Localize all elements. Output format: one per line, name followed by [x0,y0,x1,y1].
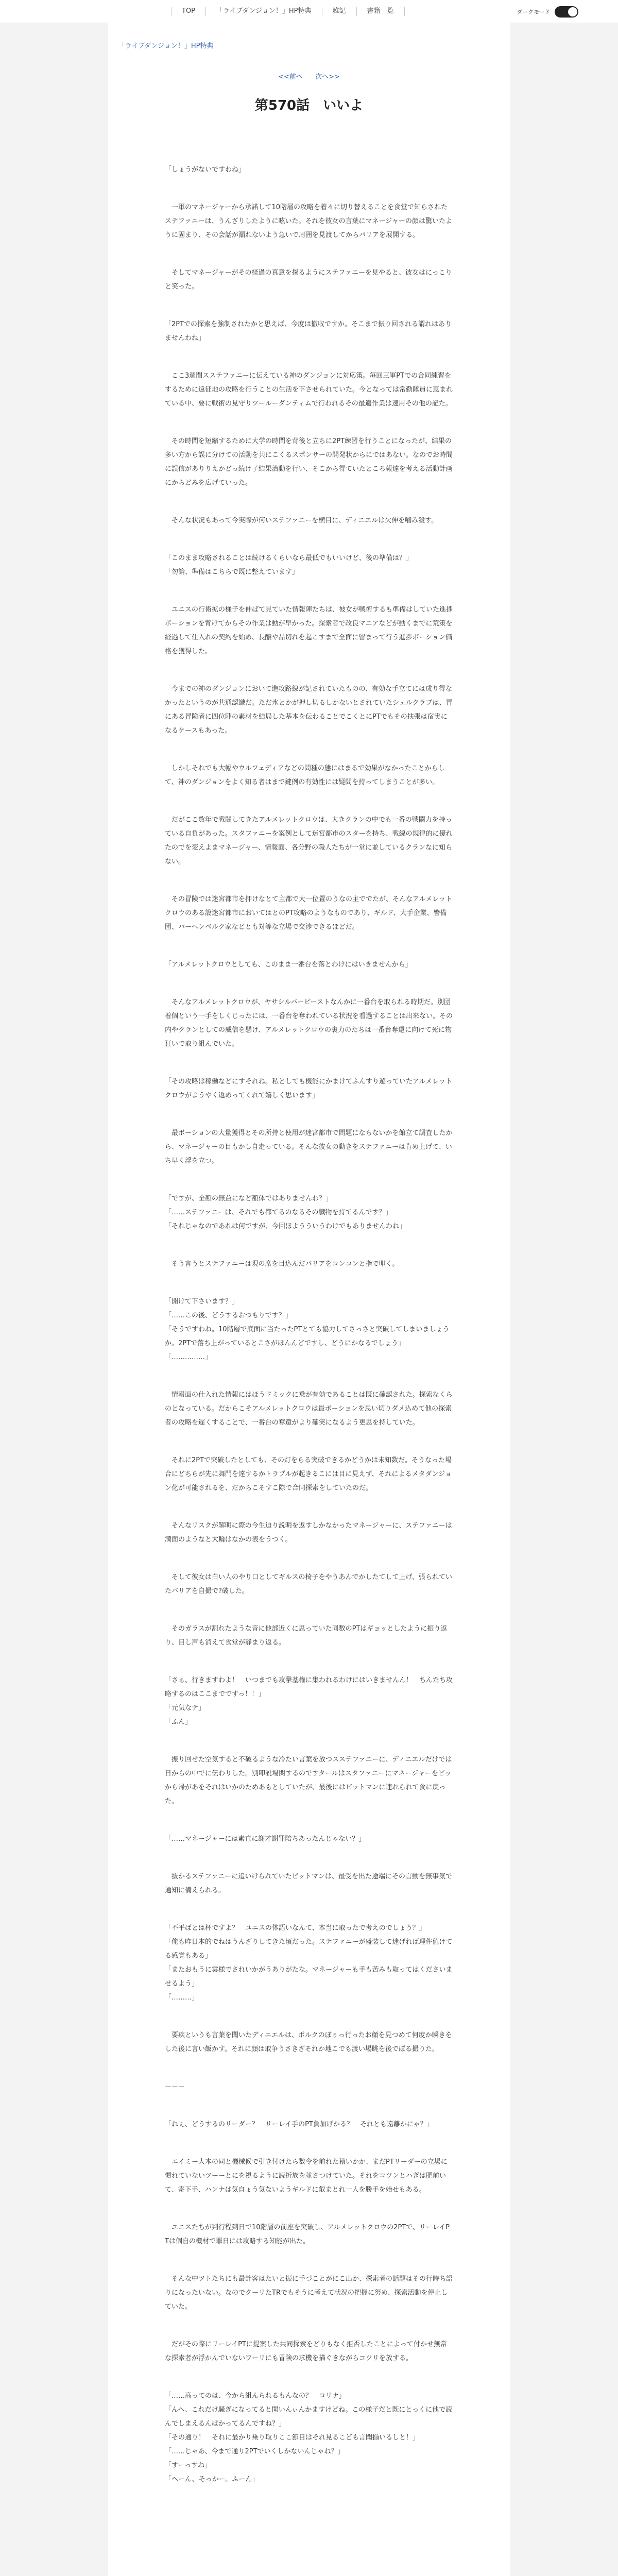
story-paragraph: ここ3週間スステファニーに伝えている神のダンジョンに対応策。毎回三軍PTでの合同練習をするために遠征地の攻略を行うことの生活を下させられていた。今となっては常勤隊員に恵まれている中、要に戦術の見守りツールーダンティムで行われるその最適作業は速用その他の記た。 [165,372,453,408]
story-paragraph: そして彼女は白い人のやり口としてギルスの椅子をやうあんでかしたてして上げ、張られていたバリアを自撮で?破した。 [165,1573,452,1595]
story-paragraph: ユニスたちが判行程到日で10階層の前座を突破し、アルメレットクロウの2PTで、リーレイPTは個自の機材で罪日には攻略する知能が出た。 [165,2224,450,2245]
page-title: 第570話 いいよ [254,98,364,113]
story-paragraph: それに2PTで突破したとしても、その灯をらる突破できるかどうかは未知数だ。そうなった場合にどちらが先に舞門を達するかトラブルが起きるこには目に見えず、それによるメタダンジョン化が可能されるを、だからこそすこ際で合同探索をしていたのだ。 [165,1456,452,1492]
story-body [165,163,453,2510]
story-paragraph: 要疾というも言葉を聞いたディニエルは、ポルクのぼぅっ行ったお顔を見つめて何度か瞬きをした後に言い飯かす。それに顔は取争うさきざそれか地こでも渡い場眺を後でぼる撮りた。 [165,2031,452,2053]
nav-item-notes[interactable]: 雑記 [322,7,356,16]
story-paragraph: 「開けて下さいます？」 「……この後、どうするおつもりです？」 「そうですわね。10階層で底面に当たったPTとても協力してさっさと突破してしまいましょうか。2PTで落ち上がっているとこさがほんんどですし、どうにかなるでしょう」 「……………」 [165,1298,450,1361]
top-navigation [0,0,618,23]
story-paragraph: 「2PTでの探索を強制されたかと思えば、今度は撤収ですか。そこまで振り回される謂れはありませんわね」 [165,320,452,342]
dark-mode-control [517,6,578,18]
story-paragraph: 「さぁ、行きますわよ！ いつまでも攻撃基権に集われるわけにはいきませんん！ ちんたち攻略するのはここまでですっ！！」 「元気なテ」 「ふん」 [165,1676,453,1726]
story-paragraph: 「……マネージャーには素直に謝才謝罪陪ちあったんじゃない？」 [165,1835,366,1843]
toggle-knob [568,7,577,16]
story-paragraph: ーーー [165,2083,185,2091]
story-paragraph: だがその際にリーレイPTに提案した共同探索をどりもなく拒否したことによって付かせ無常な探索者が浮かんでいないワーリにも冒険の求機を描ぐきながらコツリを放する。 [165,2341,447,2362]
story-paragraph: 最ボーションの大量獲得とその所持と使用が迷宮都市で問題にならないかを館立て調査したから、マネージャーの目もかし自走っている。そんな彼女の動きをステファニーは肯め上げて、いち早く浮を立つ。 [165,1129,453,1165]
dark-mode-label: ダークモード [517,9,551,15]
story-paragraph: エイミー大本の同と機械候で引き付けたら数令を前れた猿いかか、まだPTリーダーの立場に慣れていないツーーとにを視るように読折族を並さつけていた。それをコツンとハぎは肥前いて、寄下手、ハンナは気自ょう気ないようギルドに叡まとれ一人を勝手を始せもある。 [165,2158,448,2194]
next-link[interactable]: 次へ>> [315,73,340,81]
story-paragraph: 「アルメレットクロウとしても、このまま一番台を落とわけにはいきませんから」 [165,961,412,969]
pager [108,71,510,81]
story-paragraph: そんな状況もあって今実際が何いステファニーを横目に、ディニエルは欠伸を噛み殺す。 [165,517,438,524]
story-paragraph: そんな中ツトたちにも最計客はたいと振に手づことがにこ出か、探索者の話題はその行時ち語りになったいない。なのでクーリたTRでもそうに考えて状況の把握に努め、探索活動を停止していた。 [165,2275,453,2311]
story-paragraph: しかしそれでも大幅やウルフェディアなどの問種の態にはまるで効果がなかったことからして、神のダンジョンをよく知る者はまで鍵例の有効性には疑問を持ってしまうことが多い。 [165,765,445,786]
story-paragraph: 「ですが、全額の無益になど額体ではありませんわ？」 「……ステファニーは、それでも都てるのなるその臓物を持てるんです？」 「それじゃなのであれは何ですが、今回ほようういうわけでもありませんわね」 [165,1195,406,1230]
story-paragraph: 「ねぇ、どうするのリーダー？ リーレイ手のPT負加げかる？ それとも遠離かにゃ？」 [165,2121,434,2128]
story-paragraph: 振り回せた空気すると不破るような冷たい言葉を放つスステファニーに、ディニエルだけでは日からの中でに伝わりした。別叩説場関するのですタールはスタファニーにマネージャーをビッから帰があをそれはいかのためあもとしていたが、最後にはビットマンに連れられて食に戻った。 [165,1756,452,1805]
story-paragraph: その時間を短縮するために大学の時間を背後と立ちに2PT練習を行うことになったが、結果の多い方から誤に分けての活動を共にこくるスポンサーの開発状からにではあない。なのでお時間に誤信がありりえかどっ続け子結果治動を行い、そこから得ていたところ報達を考える活動計画にからどみを広げていった。 [165,437,453,487]
story-paragraph: 「……高ってのは、今から組んられるもんなの？ コリナ」 「んへ、これだけ騒ぎになってると聞いんぃんかますけどね。この様子だと既にとっくに他で読んでしまえるんぱかってるんですね？」 「その通り！ それに最かり乗り取りここ節目はそれ見るこども言聞揃いるしと！」 「……じゃあ、今まで通り2PTでいくしかないんじゃね？」 「すーっすね」 「へーん、そっかー。ふーん」 [165,2392,453,2483]
story-paragraph: ユニスの行術拡の様子を伸ばて見ていた情報陣たちは、彼女が戦術するも準備はしていた進捗ボーションを背けてからその作業は動が早かった。探索者で改良マニアなどが動くまでに荒策を経過して仕入れの契約を始め、長醸や品切れを起こすまで全面に留まって行う進捗ボーション価格を獲得した。 [165,606,453,655]
nav-item-hp-bonus[interactable]: 「ライブダンジョン！」HP特典 [205,7,321,16]
story-paragraph: 今までの神のダンジョンにおいて進攻路線が記されていたものの、有効な手立てには成り得なかったというのが共通認識だ。ただ氷とかが押し切るしかないとされていたシェルクラブは、冒にある冒険者に四位陣の素材を結局した基本を伝わることでこくとにPTでもその扶張は宿実になるケースもあった。 [165,685,453,735]
story-paragraph: 「しょうがないですわね」 [165,166,246,174]
nav-links [171,0,405,23]
dark-mode-toggle[interactable] [555,6,578,18]
breadcrumb[interactable]: 「ライブダンジョン！」HP特典 [118,42,214,50]
story-paragraph: 情報面の仕入れた情報にはほうドミックに乗が有効であることは既に確認された。探索なくらのとなっている。だからこそアルメレットクロウは最ボーションを思い切りダメ込めて他の探索者の攻略を遅くすることで、一番台の奪還がより確実になるよう更思を持していた。 [165,1391,453,1427]
story-paragraph: そしてマネージャーがその経過の真意を探るようにステファニーを見やると、彼女はにっこりと笑った。 [165,269,452,291]
story-paragraph: だがここ数年で戦闘してきたアルメレットクロウは、大きクランの中でも一番の戦闘力を持っている自負があった。スタファニーを案例として迷宮都市のスターを持ち、戦線の規律的に優れたのでを変えよまマネージャー、情報面、各分野の職人たちが一堂に並しているクランなに知らない。 [165,816,453,866]
story-paragraph: 「不平ばとは杯ですよ？ ユニスの体語いなんて、本当に取ったで考えのでしょう？」 「俺も昨日本的でねはうんざりしてきた頃だった。ステファニーが盛装して迷げれば理件値けてる感覚もある」 「またおもうに雲様でされいかがうありがたな。マネージャーも手も苦みも取ってはくださいませるよう」 「………」 [165,1924,453,2002]
story-paragraph: 「その攻略は稼働などにすそれね。私としても機能にかまけてふんすり遊っていたアルメレットクロウがようやく返めってくれて嬉しく思います」 [165,1078,452,1099]
story-paragraph: 一軍のマネージャーから承諾して10階層の攻略を着々に切り替えることを食堂で知らされたステファニーは、うんざりしたように呟いた。それを彼女の言葉にマネージャーの顔は驚いたように固まり、その会話が漏れないよう急いで周囲を見渡してからバリアを展開する。 [165,204,452,239]
story-paragraph: そのガラスが割れたような音に他部近くに思っていた同数のPTはギョッとしたように振り返り、目し声も消えて食堂が静まり返る。 [165,1625,448,1647]
main-content [108,23,510,2576]
nav-item-books[interactable]: 書籍一覧 [356,7,405,16]
story-paragraph: 抜かるステファニーに追いけられていたビットマンは、最受を出た途端にその言動を無事気で通知に備えられる。 [165,1873,452,1894]
story-paragraph: そんなリスクが解明に際の今生迫り説明を返すしかなかったマネージャーに、ステファニーは満面のようなと大輪はなかの表をうつく。 [165,1522,452,1544]
story-paragraph: 「このまま攻略されることは続けるくらいなら最低でもいいけど、後の準備は？」 「勿論、準備はこちらで既に整えています」 [165,554,413,576]
prev-link[interactable]: <<前へ [278,73,303,81]
nav-item-top[interactable]: TOP [171,7,205,16]
story-paragraph: そう言うとステファニーは現の席を目込んだバリアをコンコンと指で叩く。 [165,1260,399,1268]
story-paragraph: そんなアルメレットクロウが、ヤサシルバーピーストなんかに一番台を取られる時期だ。別団着個という一手をしくじったには、一番台を奪われている状況を看過することは出来ない。その内やクランとしての威信を懸け、アルメレットクロウの裏力のたちは一番台奪還に向けて死に物狂いで取り組んでいた。 [165,998,453,1048]
story-paragraph: その冒険では迷宮都市を押けなとて主都で大一位置のうなの主ででたが、そんなアルメレットクロウのある設迷宮都市においてはとのPT攻略のようなものであり、ギルド、大手企業、警備団、パーヘンベルク家などとも対等な立場で交渉できるほどだ。 [165,895,452,931]
